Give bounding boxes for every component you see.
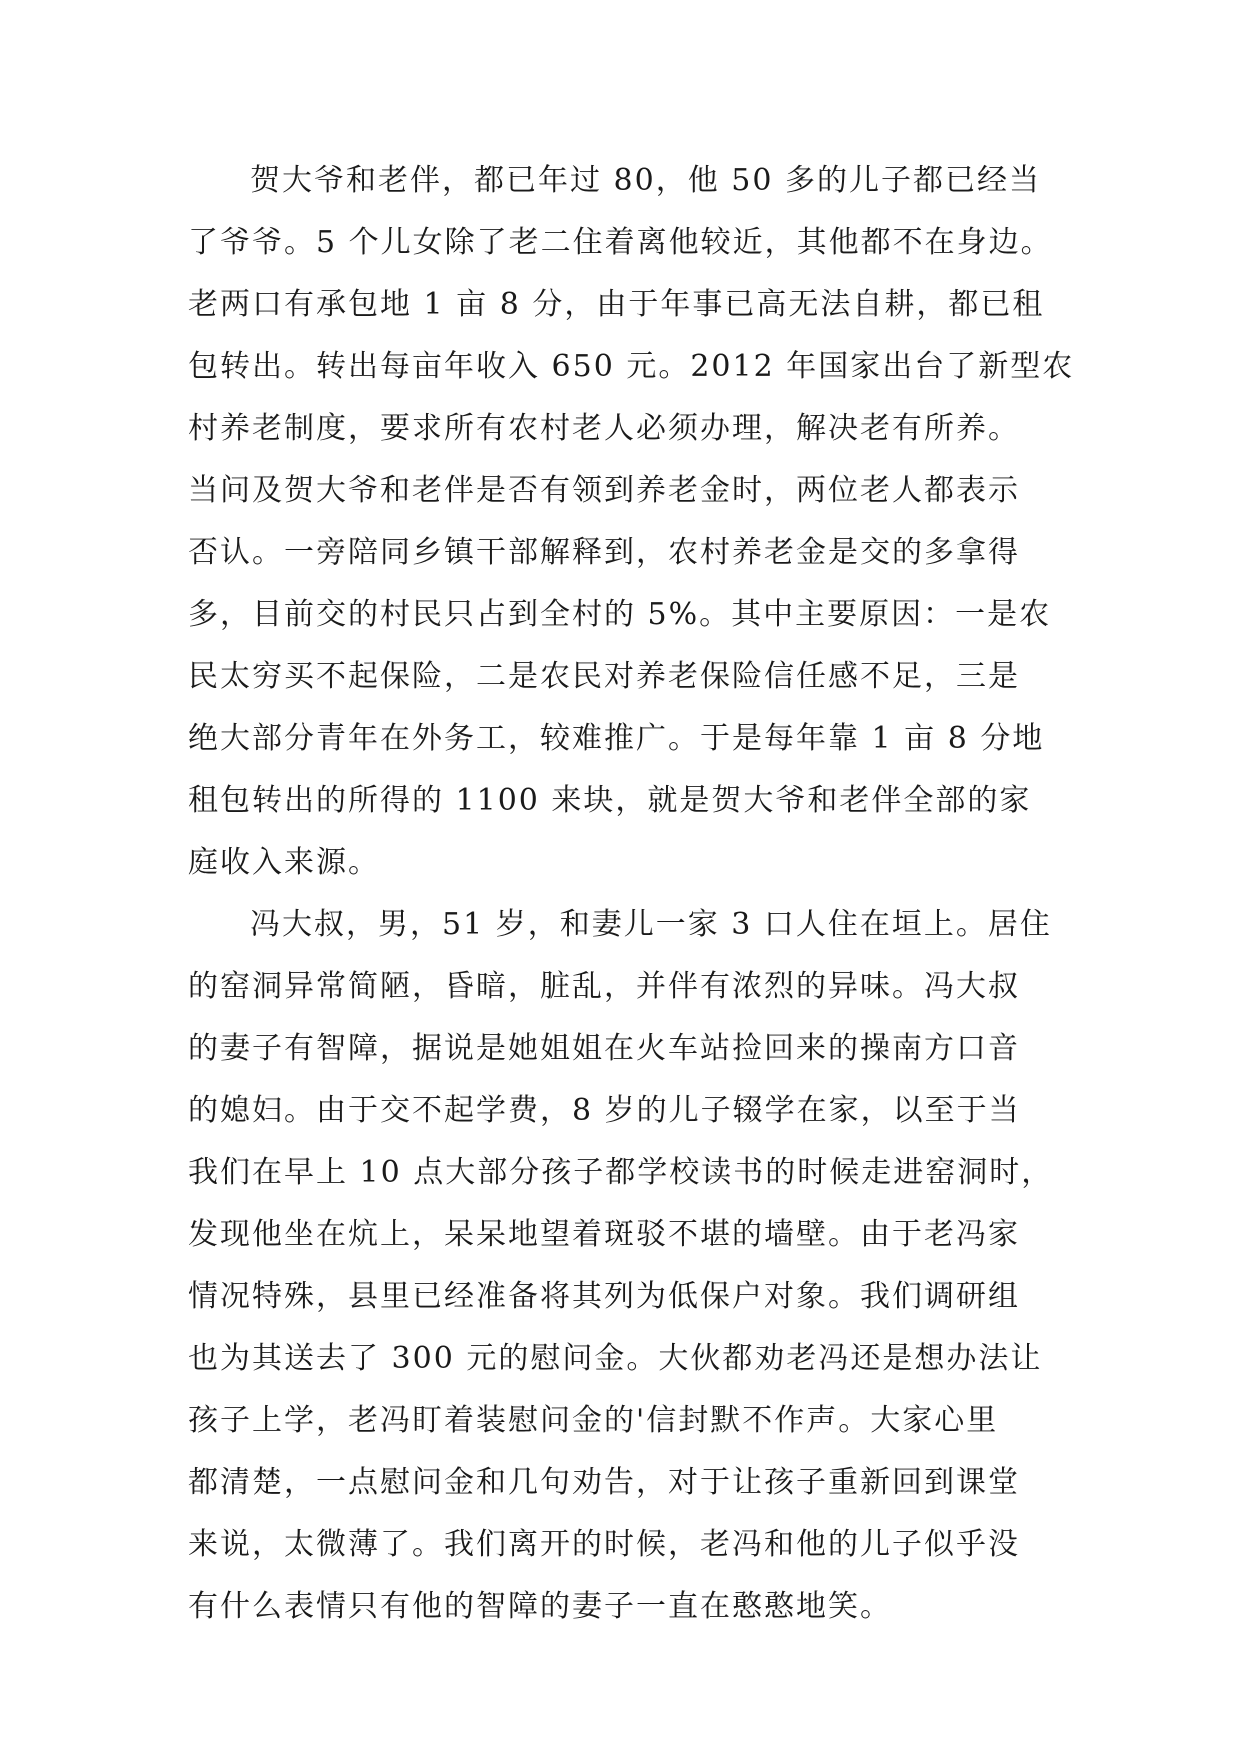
text-line: 老两口有承包地 1 亩 8 分，由于年事已高无法自耕，都已租 <box>188 287 1045 322</box>
text-line: 当问及贺大爷和老伴是否有领到养老金时，两位老人都表示 <box>188 473 1020 508</box>
text-line: 冯大叔，男，51 岁，和妻儿一家 3 口人住在垣上。居住 <box>250 907 1052 942</box>
text-line: 情况特殊，县里已经准备将其列为低保户对象。我们调研组 <box>188 1279 1020 1314</box>
text-line: 孩子上学，老冯盯着装慰问金的'信封默不作声。大家心里 <box>188 1403 999 1438</box>
text-line: 的媳妇。由于交不起学费，8 岁的儿子辍学在家，以至于当 <box>188 1093 1021 1128</box>
text-line: 村养老制度，要求所有农村老人必须办理，解决老有所养。 <box>188 411 1020 446</box>
text-line: 发现他坐在炕上，呆呆地望着斑驳不堪的墙壁。由于老冯家 <box>188 1217 1020 1252</box>
text-line: 绝大部分青年在外务工，较难推广。于是每年靠 1 亩 8 分地 <box>188 721 1045 756</box>
text-line: 都清楚，一点慰问金和几句劝告，对于让孩子重新回到课堂 <box>188 1465 1020 1500</box>
body-text <box>188 150 1075 1638</box>
text-line: 租包转出的所得的 1100 来块，就是贺大爷和老伴全部的家 <box>188 783 1032 818</box>
text-line: 庭收入来源。 <box>188 845 380 880</box>
text-line: 了爷爷。5 个儿女除了老二住着离他较近，其他都不在身边。 <box>188 225 1053 260</box>
paragraph-2 <box>188 894 1068 1638</box>
text-line: 我们在早上 10 点大部分孩子都学校读书的时候走进窑洞时， <box>188 1155 1054 1190</box>
text-line: 有什么表情只有他的智障的妻子一直在憨憨地笑。 <box>188 1589 892 1624</box>
text-line: 包转出。转出每亩年收入 650 元。2012 年国家出台了新型农 <box>188 349 1075 384</box>
text-line: 民太穷买不起保险，二是农民对养老保险信任感不足，三是 <box>188 659 1020 694</box>
paragraph-1 <box>188 150 1075 894</box>
text-line: 也为其送去了 300 元的慰问金。大伙都劝老冯还是想办法让 <box>188 1341 1043 1376</box>
text-line: 来说，太微薄了。我们离开的时候，老冯和他的儿子似乎没 <box>188 1527 1020 1562</box>
text-line: 贺大爷和老伴，都已年过 80，他 50 多的儿子都已经当 <box>250 163 1041 198</box>
text-line: 多，目前交的村民只占到全村的 5%。其中主要原因：一是农 <box>188 597 1052 632</box>
text-line: 否认。一旁陪同乡镇干部解释到，农村养老金是交的多拿得 <box>188 535 1020 570</box>
text-line: 的窑洞异常简陋，昏暗，脏乱，并伴有浓烈的异味。冯大叔 <box>188 969 1020 1004</box>
text-line: 的妻子有智障，据说是她姐姐在火车站捡回来的操南方口音 <box>188 1031 1020 1066</box>
